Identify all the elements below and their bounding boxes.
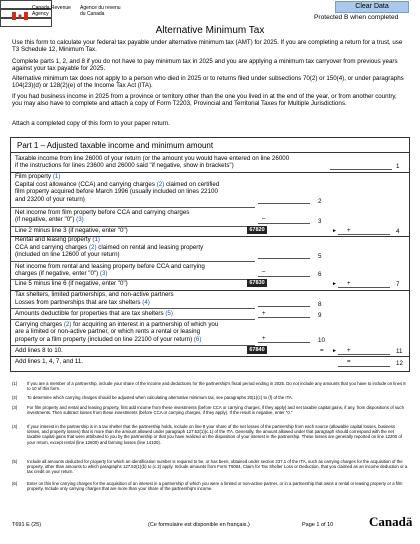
line-number-5: 5 — [318, 253, 322, 260]
arrow-icon: ► — [332, 348, 337, 354]
film-property-heading: Film property (1) — [15, 173, 61, 180]
page-number: Page 1 of 10 — [302, 522, 334, 528]
footnote-4: (4) If your interest in the partnership is in a tax shelter that the partnership holds, include on line 8 your share of the net losses of the partnership from each source (allowable capital losses, business losses, and property losses) that is more than the amount allowed under paragraph 127.52(1)(c.1) of the ITA. Generally, the amount allowed under that paragraph should correspond with the net taxable capital gains that were attributed to you by the partnership or that you have realized on the disposition of your interest in the partnership. These losses are generally reported on line 12200 of your return, except rental (line 12600) and farming losses (line 14100). — [12, 424, 402, 445]
line5-label: CCA and carrying charges (2) claimed on rental and leasing property (included on line 12600 of your return) — [15, 244, 204, 259]
line11-plus: + — [347, 347, 351, 354]
page-title: Alternative Minimum Tax — [155, 25, 265, 36]
line-number-9: 9 — [318, 312, 322, 319]
line3-minus: – — [262, 215, 266, 222]
footnote-5: (5) Include all amounts deducted for property for which an identification number is required to be, or has been, obtained under section 237.1 of the ITA, such as carrying charges for the acquisition of the property, other than amounts to which paragraphs 127.52(1)(b) to (c.2) apply. Include amounts from Form T5004, Claim for Tax Shelter Loss or Deduction, that you claimed as an income deduction or a tax credit on your return. — [12, 459, 408, 475]
line6-label: Net income from rental and leasing property before CCA and carrying charges (if negative, enter "0") (3) — [15, 263, 205, 278]
canada-wordmark: Canadä — [369, 514, 413, 529]
line-number-12: 12 — [396, 360, 403, 367]
code-67820: 67820 — [247, 226, 267, 234]
part1-title: Part 1 – Adjusted taxable income and minimum amount — [17, 141, 214, 150]
line-number-6: 6 — [318, 271, 322, 278]
footnote-6: (6) Enter on this line carrying charges for the acquisition of an interest in a partnership of which you were a limited or non-active partner, or in a partnership that owns a rental or leasing property or a film property. Include only carrying charges that are more than your share of the partnership's income. — [12, 481, 403, 492]
line10-plus: + — [262, 335, 266, 342]
line-number-3: 3 — [318, 218, 322, 225]
footnote-1: (1) If you are a member of a partnership, include your share of the income and deductions for the partnership's fiscal period ending in 2025. Do not include any amounts that you have to include on lines 8 to 10 of this form. — [12, 381, 406, 392]
line7-plus: + — [347, 280, 351, 287]
line10-label: Carrying charges (2) for acquiring an interest in a partnership of which you are a limited or non-active partner, or which rents a rental or leasing property or a film property (included on line 22100 of your return) (6) — [15, 321, 219, 343]
line-number-7: 7 — [396, 281, 400, 288]
line1-label: Taxable income from line 26000 of your return (or the amount you would have entered on line 26000 if the instructions for lines 23600 and 26000 said "if negative, show in brackets") — [15, 155, 290, 170]
line11-equals: = — [320, 347, 324, 354]
tax-shelters-heading: Tax shelters, limited partnerships, and non-active partners — [15, 291, 174, 298]
line-number-4: 4 — [396, 228, 400, 235]
intro-paragraph-2: Complete parts 1, 2, and 8 if you do not have to pay minimum tax in 2025 and you are applying a minimum tax carryover from previous years against your tax payable for 2025. — [12, 58, 398, 73]
canada-flag-logo — [12, 7, 28, 15]
intro-paragraph-3: Alternative minimum tax does not apply to a person who died in 2025 or to returns filed under subsections 70(2) or 150(4), or under paragraphs 104(23)(d) or 128(2)(e) of the Income Tax Act (ITA). — [12, 75, 404, 90]
form-id: T691 E (25) — [12, 522, 42, 528]
agency-name-fr: Agence du revenu du Canada — [80, 5, 121, 17]
line-number-2: 2 — [318, 198, 322, 205]
line6-minus: – — [262, 268, 266, 275]
line2-label: Capital cost allowance (CCA) and carrying charges (2) claimed on certified film property acquired before March 1996 (usually included on lines 22100 and 23200 of your return) — [15, 181, 220, 203]
line-number-11: 11 — [396, 348, 403, 355]
line4-label: Line 2 minus line 3 (if negative, enter "0") — [15, 227, 128, 234]
footnote-2: (2) To determine which carrying charges should be adjusted when calculating alternative minimum tax, see paragraphs 20(1)(c) to (f) of the ITA. — [12, 395, 293, 400]
rental-heading: Rental and leasing property (1) — [15, 236, 100, 243]
code-67840: 67840 — [247, 346, 267, 354]
intro-paragraph-5: Attach a completed copy of this form to your paper return. — [12, 120, 170, 127]
line-number-10: 10 — [318, 337, 325, 344]
line7-label: Line 5 minus line 6 (if negative, enter "0") — [15, 280, 128, 287]
arrow-icon: ► — [332, 281, 337, 287]
agency-name-en: Canada Revenue Agency — [32, 5, 71, 17]
footnote-3: (3) For film property and rental and leasing property, first add income from these investments (before CCA or carrying charges, if they apply) and net taxable capital gains, if any, from dispositions of such investments. Then subtract losses from these investments (before CCA or carrying charges, if they apply). If the result is negative, enter "0." — [12, 405, 404, 416]
intro-paragraph-4: If you had business income in 2025 from a province or territory other than the one you lived in at the end of the year, or from another country, you may also have to complete and attach a copy of Form T2203, Provincial and Territorial Taxes for Multiple Jurisdictions. — [12, 93, 397, 108]
french-availability-note: (Ce formulaire est disponible en français.) — [148, 522, 250, 528]
code-67830: 67830 — [247, 279, 267, 287]
protected-label: Protected B when completed — [314, 14, 399, 21]
arrow-icon: ► — [332, 228, 337, 234]
line8-label: Losses from partnerships that are tax shelters (4) — [15, 299, 150, 306]
intro-paragraph-1: Use this form to calculate your federal tax payable under alternative minimum tax (AMT) for 2025. If you are completing a return for a trust, use T3 Schedule 12, Minimum Tax. — [12, 39, 403, 54]
clear-data-button[interactable]: Clear Data — [335, 1, 409, 13]
line4-plus: + — [347, 227, 351, 234]
line9-label: Amounts deductible for properties that are tax shelters (5) — [15, 310, 173, 317]
line3-label: Net income from film property before CCA and carrying charges (if negative, enter "0") (3) — [15, 209, 190, 224]
line-number-1: 1 — [396, 163, 400, 170]
line12-equals: = — [347, 358, 351, 365]
line11-label: Add lines 8 to 10. — [15, 347, 63, 354]
line12-label: Add lines 1, 4, 7, and 11. — [15, 358, 83, 365]
line-number-8: 8 — [318, 301, 322, 308]
line9-plus: + — [262, 310, 266, 317]
